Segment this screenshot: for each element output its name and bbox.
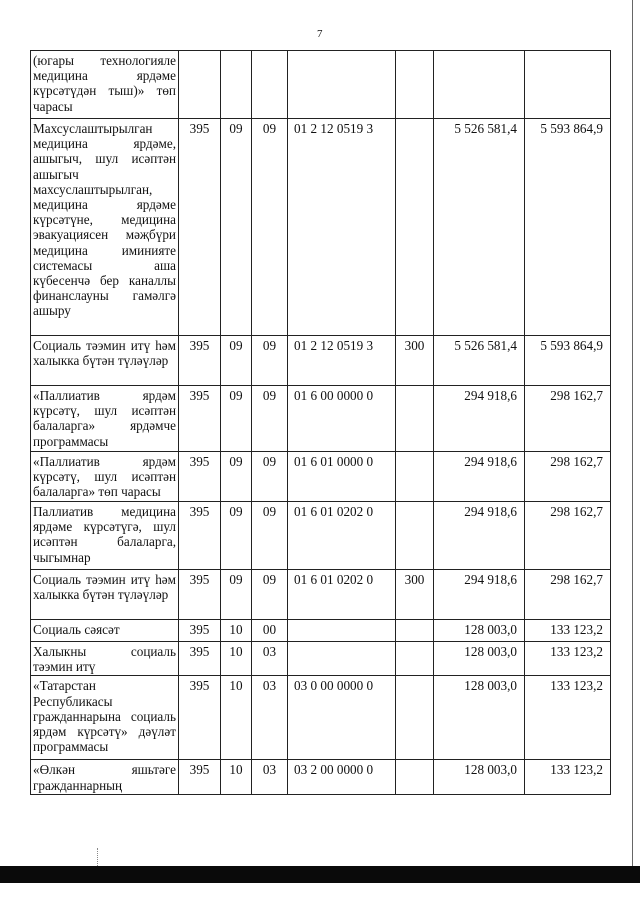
row-section: 09 [221,119,252,336]
row-subsection: 09 [252,452,288,502]
row-expense-type [396,620,434,642]
row-expense-type [396,51,434,119]
row-amount-1: 128 003,0 [434,676,525,760]
row-amount-1: 294 918,6 [434,502,525,570]
row-ministry-code: 395 [179,676,221,760]
row-name: Социаль тәэмин итү һәм халыкка бүтән түләүләр [31,570,179,620]
row-target-code [288,51,396,119]
row-amount-2: 5 593 864,9 [525,119,611,336]
row-name: «Паллиатив ярдәм күрсәтү, шул исәптән балаларга» ярдәмче программасы [31,386,179,452]
row-name: «Татарстан Республикасы гражданнарына социаль ярдәм күрсәтү» дәүләт программасы [31,676,179,760]
scan-bottom-bar [0,866,640,883]
table-row [31,386,611,452]
row-target-code: 01 6 00 0000 0 [288,386,396,452]
row-subsection [252,51,288,119]
row-amount-1: 128 003,0 [434,620,525,642]
row-section: 09 [221,452,252,502]
row-section: 09 [221,502,252,570]
row-ministry-code [179,51,221,119]
row-amount-2: 133 123,2 [525,642,611,676]
row-expense-type [396,452,434,502]
row-amount-1: 294 918,6 [434,386,525,452]
row-subsection: 09 [252,386,288,452]
row-target-code: 01 2 12 0519 3 [288,119,396,336]
row-ministry-code: 395 [179,386,221,452]
row-ministry-code: 395 [179,760,221,794]
row-subsection: 03 [252,676,288,760]
row-expense-type [396,119,434,336]
row-name: Паллиатив медицина ярдәме күрсәтүгә, шул исәптән балаларга, чыгымнар [31,502,179,570]
table-row [31,570,611,620]
table-row [31,760,611,794]
row-target-code: 01 6 01 0202 0 [288,502,396,570]
scan-edge [632,0,633,866]
table-row [31,452,611,502]
row-ministry-code: 395 [179,642,221,676]
row-amount-1: 5 526 581,4 [434,119,525,336]
row-subsection: 09 [252,570,288,620]
table-row [31,676,611,760]
row-amount-2: 5 593 864,9 [525,336,611,386]
row-subsection: 09 [252,336,288,386]
row-amount-1 [434,51,525,119]
page-number: 7 [317,28,323,40]
row-subsection: 03 [252,760,288,794]
row-amount-1: 294 918,6 [434,570,525,620]
row-section: 09 [221,386,252,452]
row-target-code: 01 6 01 0202 0 [288,570,396,620]
row-expense-type [396,502,434,570]
row-amount-2: 298 162,7 [525,502,611,570]
row-amount-2: 133 123,2 [525,760,611,794]
table-row [31,119,611,336]
row-amount-1: 128 003,0 [434,760,525,794]
row-name: «Өлкән яшьтәге гражданнарның [31,760,179,794]
row-target-code: 03 2 00 0000 0 [288,760,396,794]
table-row [31,51,611,119]
row-ministry-code: 395 [179,502,221,570]
row-ministry-code: 395 [179,336,221,386]
row-ministry-code: 395 [179,452,221,502]
table-row [31,642,611,676]
row-subsection: 00 [252,620,288,642]
row-expense-type [396,386,434,452]
row-section: 10 [221,642,252,676]
row-amount-2: 133 123,2 [525,620,611,642]
row-subsection: 09 [252,119,288,336]
row-name: Халыкны социаль тәэмин итү [31,642,179,676]
row-ministry-code: 395 [179,570,221,620]
table-row [31,620,611,642]
row-target-code [288,642,396,676]
row-target-code: 03 0 00 0000 0 [288,676,396,760]
row-section: 09 [221,336,252,386]
row-target-code [288,620,396,642]
row-amount-2: 133 123,2 [525,676,611,760]
row-section: 09 [221,570,252,620]
table-row [31,502,611,570]
row-section: 10 [221,620,252,642]
scan-mark [97,848,99,868]
row-target-code: 01 6 01 0000 0 [288,452,396,502]
row-subsection: 03 [252,642,288,676]
row-ministry-code: 395 [179,119,221,336]
row-subsection: 09 [252,502,288,570]
row-expense-type: 300 [396,570,434,620]
row-section: 10 [221,760,252,794]
row-expense-type [396,676,434,760]
row-name: «Паллиатив ярдәм күрсәтү, шул исәптән балаларга» төп чарасы [31,452,179,502]
row-expense-type: 300 [396,336,434,386]
row-name: Социаль тәэмин итү һәм халыкка бүтән түләүләр [31,336,179,386]
row-expense-type [396,760,434,794]
table-row [31,336,611,386]
row-name: Социаль сәясәт [31,620,179,642]
row-ministry-code: 395 [179,620,221,642]
row-amount-2: 298 162,7 [525,452,611,502]
row-name: (югары технологияле медицина ярдәме күрсәтүдән тыш)» төп чарасы [31,51,179,119]
row-amount-1: 128 003,0 [434,642,525,676]
row-expense-type [396,642,434,676]
row-amount-2: 298 162,7 [525,386,611,452]
row-section: 10 [221,676,252,760]
row-amount-1: 5 526 581,4 [434,336,525,386]
row-amount-1: 294 918,6 [434,452,525,502]
row-target-code: 01 2 12 0519 3 [288,336,396,386]
row-section [221,51,252,119]
row-amount-2: 298 162,7 [525,570,611,620]
row-name: Махсуслаштырылган медицина ярдәме, ашыгыч, шул исәптән ашыгыч махсуслаштырылган, медицина ярдәме күрсәтүне, медицина эвакуациясен мәҗбүри медицина иминияте системасы аша күбесенчә бер каналлы финанслауны гамәлгә ашыру [31,119,179,336]
budget-table [30,50,611,795]
row-amount-2 [525,51,611,119]
